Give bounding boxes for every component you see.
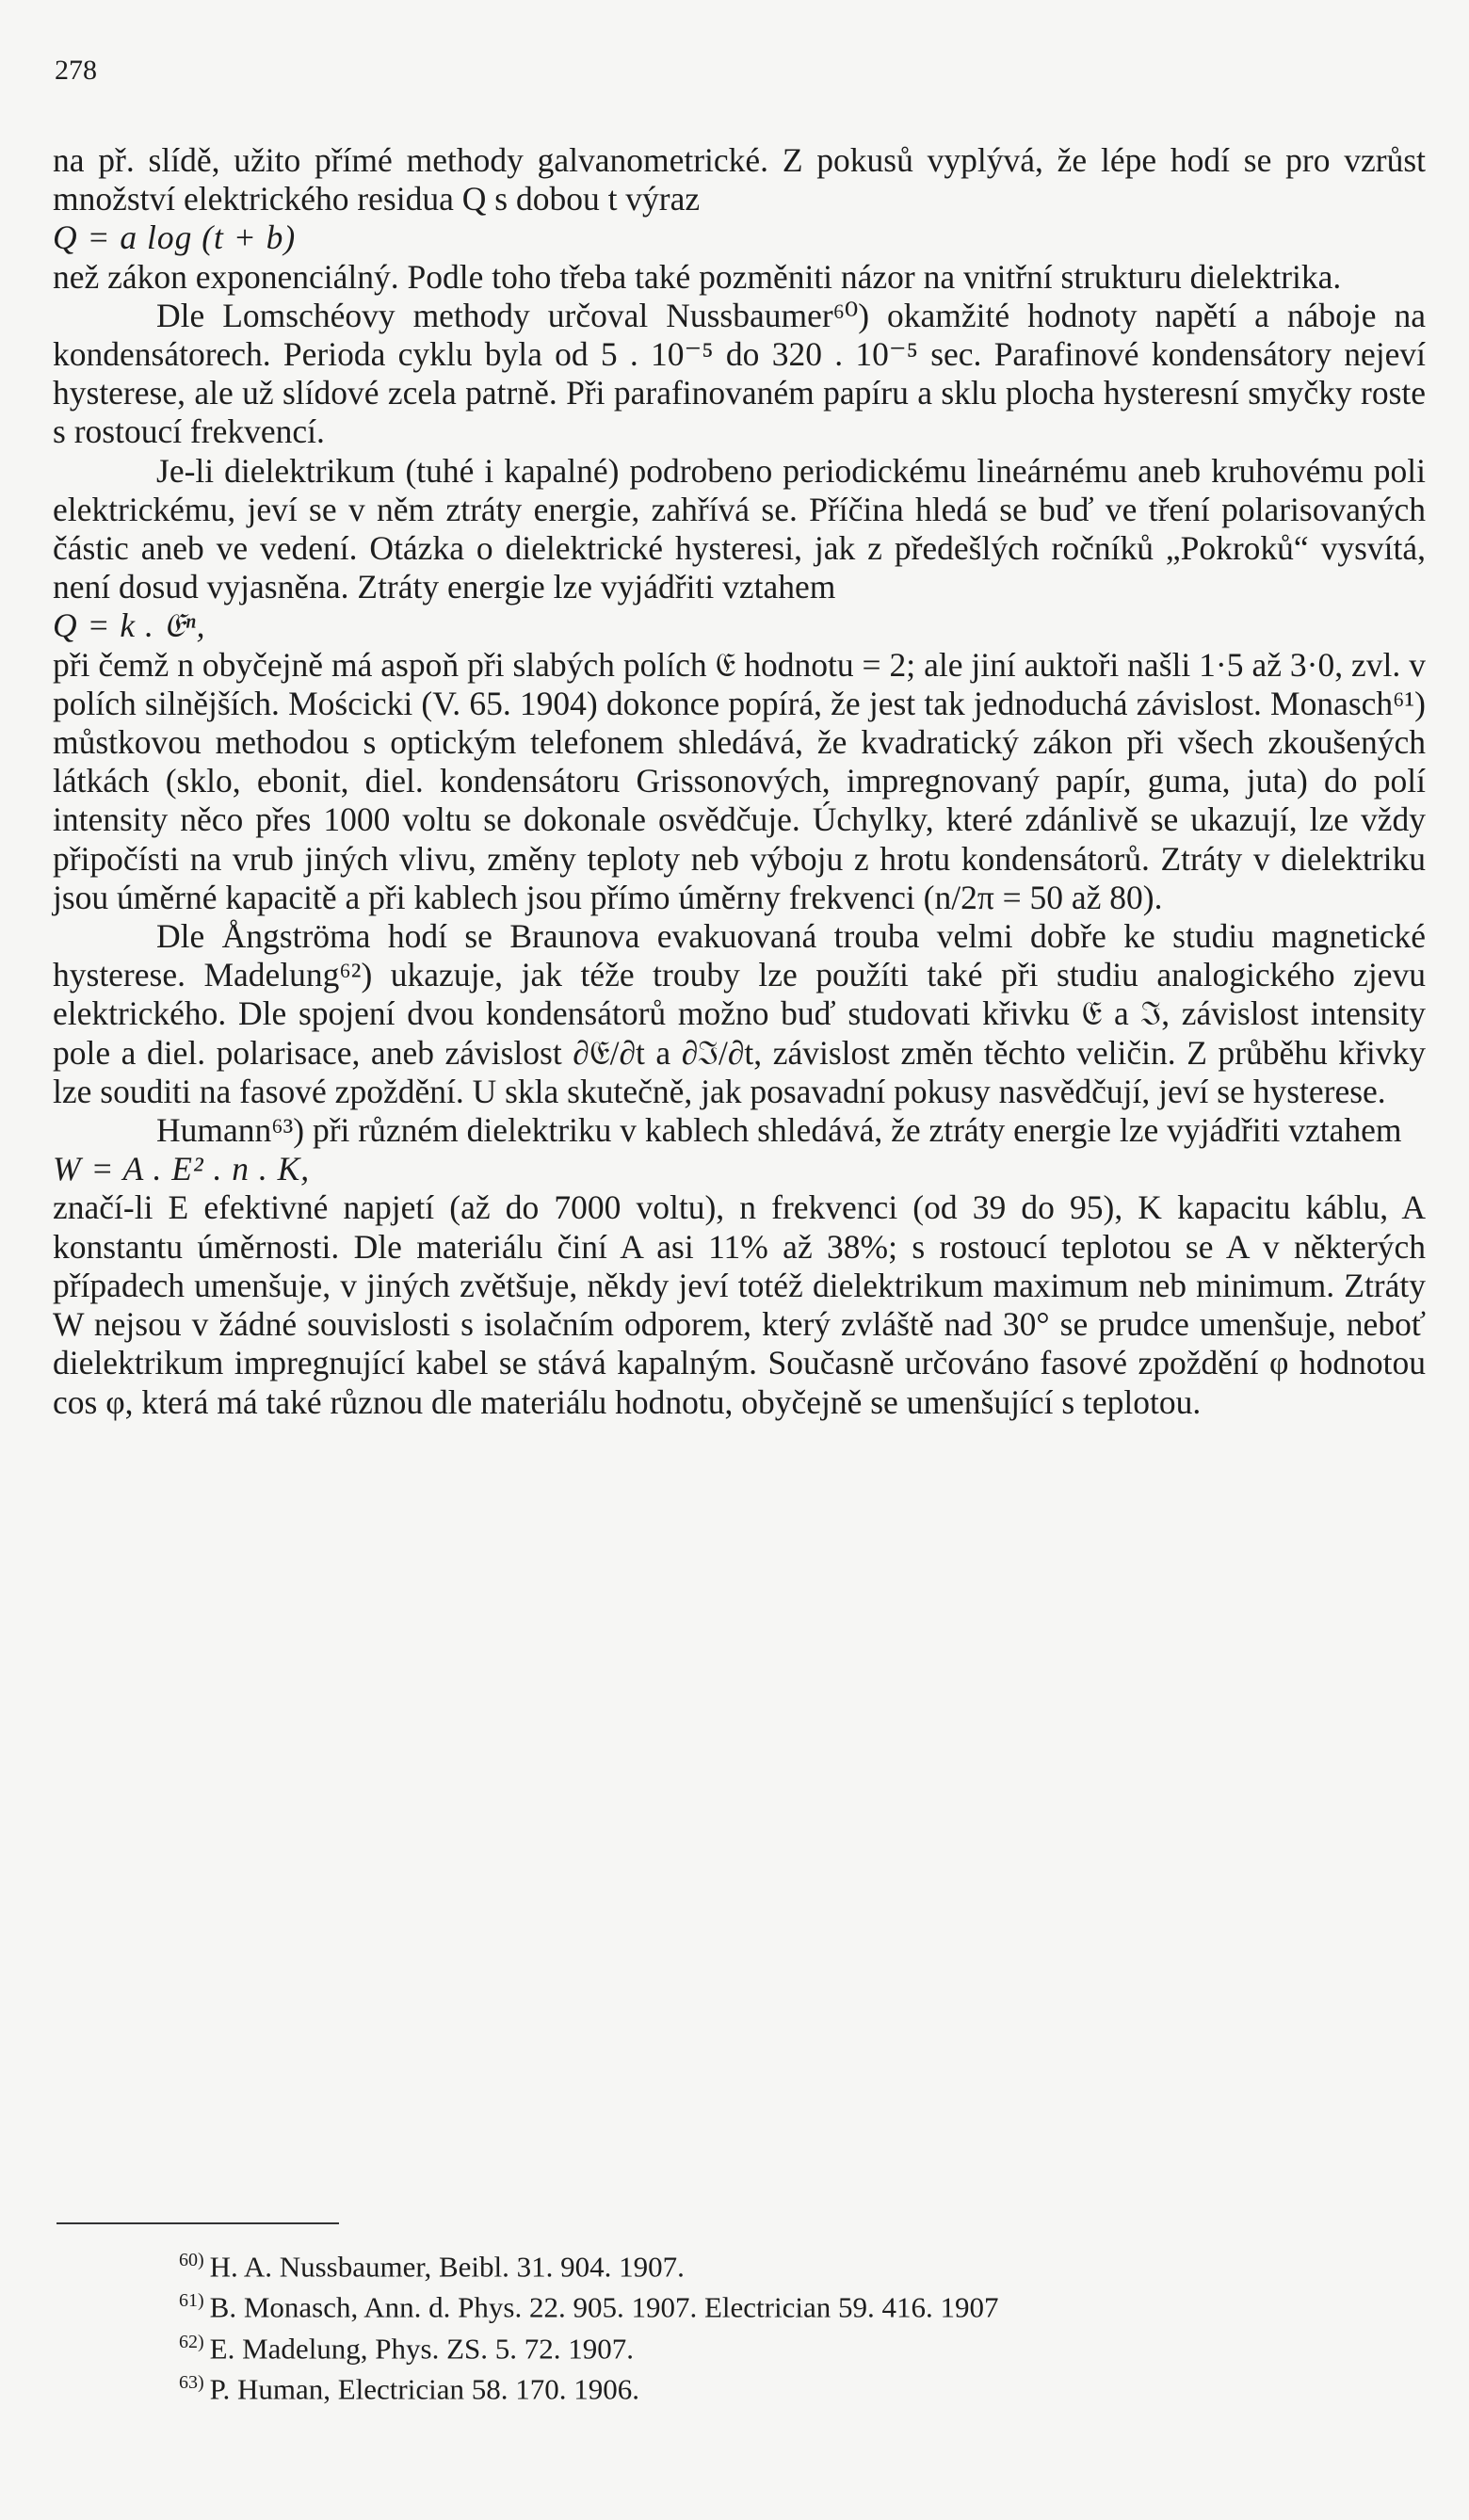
paragraph-2: než zákon exponenciálný. Podle toho třeba také pozměniti názor na vnitřní strukturu dielektrika. <box>53 257 1342 296</box>
footnote-62: $^{62)}$ E. Madelung, Phys. ZS. 5. 72. 1907. <box>179 2331 635 2365</box>
paragraph-1: na př. slídě, užito přímé methody galvanometrické. Z pokusů vyplývá, že lépe hodí se pro vzrůst množství elektrického residua Q s dobou t výraz <box>53 141 1426 218</box>
body-text <box>53 141 1426 1422</box>
paragraph-3: Dle Lomschéovy methody určoval Nussbaumer⁶⁰) okamžité hodnoty napětí a náboje na kondensátorech. Perioda cyklu byla od 5 . 10⁻⁵ do 320 . 10⁻⁵ sec. Parafinové kondensátory nejeví hysterese, ale už slídové zcela patrně. Při parafinovaném papíru a sklu plocha hysteresní smyčky roste s rostoucí frekvencí. <box>53 296 1426 451</box>
footnotes <box>179 2243 1403 2406</box>
paragraph-7: Humann⁶³) při různém dielektriku v kablech shledává, že ztráty energie lze vyjádřiti vztahem <box>156 1111 1402 1150</box>
footnote-61: $^{61)}$ B. Monasch, Ann. d. Phys. 22. 905. 1907. Electrician 59. 416. 1907 <box>179 2290 999 2324</box>
page-number: 278 <box>55 55 97 86</box>
paragraph-4: Je-li dielektrikum (tuhé i kapalné) podrobeno periodickému lineárnému aneb kruhovému poli elektrickému, jeví se v něm ztráty energie, zahřívá se. Příčina hledá se buď ve tření polarisovaných částic aneb ve vedení. Otázka o dielektrické hysteresi, jak z předešlých ročníků „Pokroků“ vysvítá, není dosud vyjasněna. Ztráty energie lze vyjádřiti vztahem <box>53 451 1426 606</box>
formula-cable-loss: W = A . E² . n . K, <box>53 1150 311 1188</box>
footnote-63: $^{63)}$ P. Human, Electrician 58. 170. 1906. <box>179 2371 639 2406</box>
paragraph-5: při čemž n obyčejně má aspoň při slabých polích 𝔈 hodnotu = 2; ale jiní auktoři našli 1·5 až 3·0, zvl. v polích silnějších. Mościcki (V. 65. 1904) dokonce popírá, že jest tak jednoduchá závislost. Monasch⁶¹) můstkovou methodou s optickým telefonem shledává, že kvadratický zákon při všech zkoušených látkách (sklo, ebonit, diel. kondensátoru Grissonových, impregnovaný papír, guma, juta) do polí intensity něco přes 1000 voltu se dokonale osvědčuje. Úchylky, které zdánlivě se ukazují, lze vždy připočísti na vrub jiných vlivu, změny teploty neb výboju z hrotu kondensátorů. Ztráty v dielektriku jsou úměrné kapacitě a při kablech jsou přímo úměrny frekvenci (n/2π = 50 až 80). <box>53 645 1426 916</box>
paragraph-6: Dle Ångströma hodí se Braunova evakuovaná trouba velmi dobře ke studiu magnetické hysterese. Madelung⁶²) ukazuje, jak téže trouby lze použíti také při studiu analogického zjevu elektrického. Dle spojení dvou kondensátorů možno buď studovati křivku 𝔈 a ℑ, závislost intensity pole a diel. polarisace, aneb závislost ∂𝔈/∂t a ∂ℑ/∂t, závislost změn těchto veličin. Z průběhu křivky lze souditi na fasové zpoždění. U skla skutečně, jak posavadní pokusy nasvědčují, jeví se hysterese. <box>53 917 1426 1110</box>
footnote-rule <box>56 2222 339 2224</box>
formula-residuum: Q = a log (t + b) <box>53 218 297 257</box>
footnote-60: $^{60)}$ H. A. Nussbaumer, Beibl. 31. 904. 1907. <box>179 2250 685 2284</box>
formula-energy-loss: Q = k . 𝔈ⁿ, <box>53 606 206 645</box>
paragraph-8: značí-li E efektivné napjetí (až do 7000 voltu), n frekvenci (od 39 do 95), K kapacitu káblu, A konstantu úměrnosti. Dle materiálu činí A asi 11% až 38%; s rostoucí teplotou se A v některých případech umenšuje, v jiných zvětšuje, někdy jeví totéž dielektrikum maximum neb minimum. Ztráty W nejsou v žádné souvislosti s isolačním odporem, který zvláště nad 30° se prudce umenšuje, neboť dielektrikum impregnující kabel se stává kapalným. Současně určováno fasové zpoždění φ hodnotou cos φ, která má také různou dle materiálu hodnotu, obyčejně se umenšující s teplotou. <box>53 1188 1426 1421</box>
